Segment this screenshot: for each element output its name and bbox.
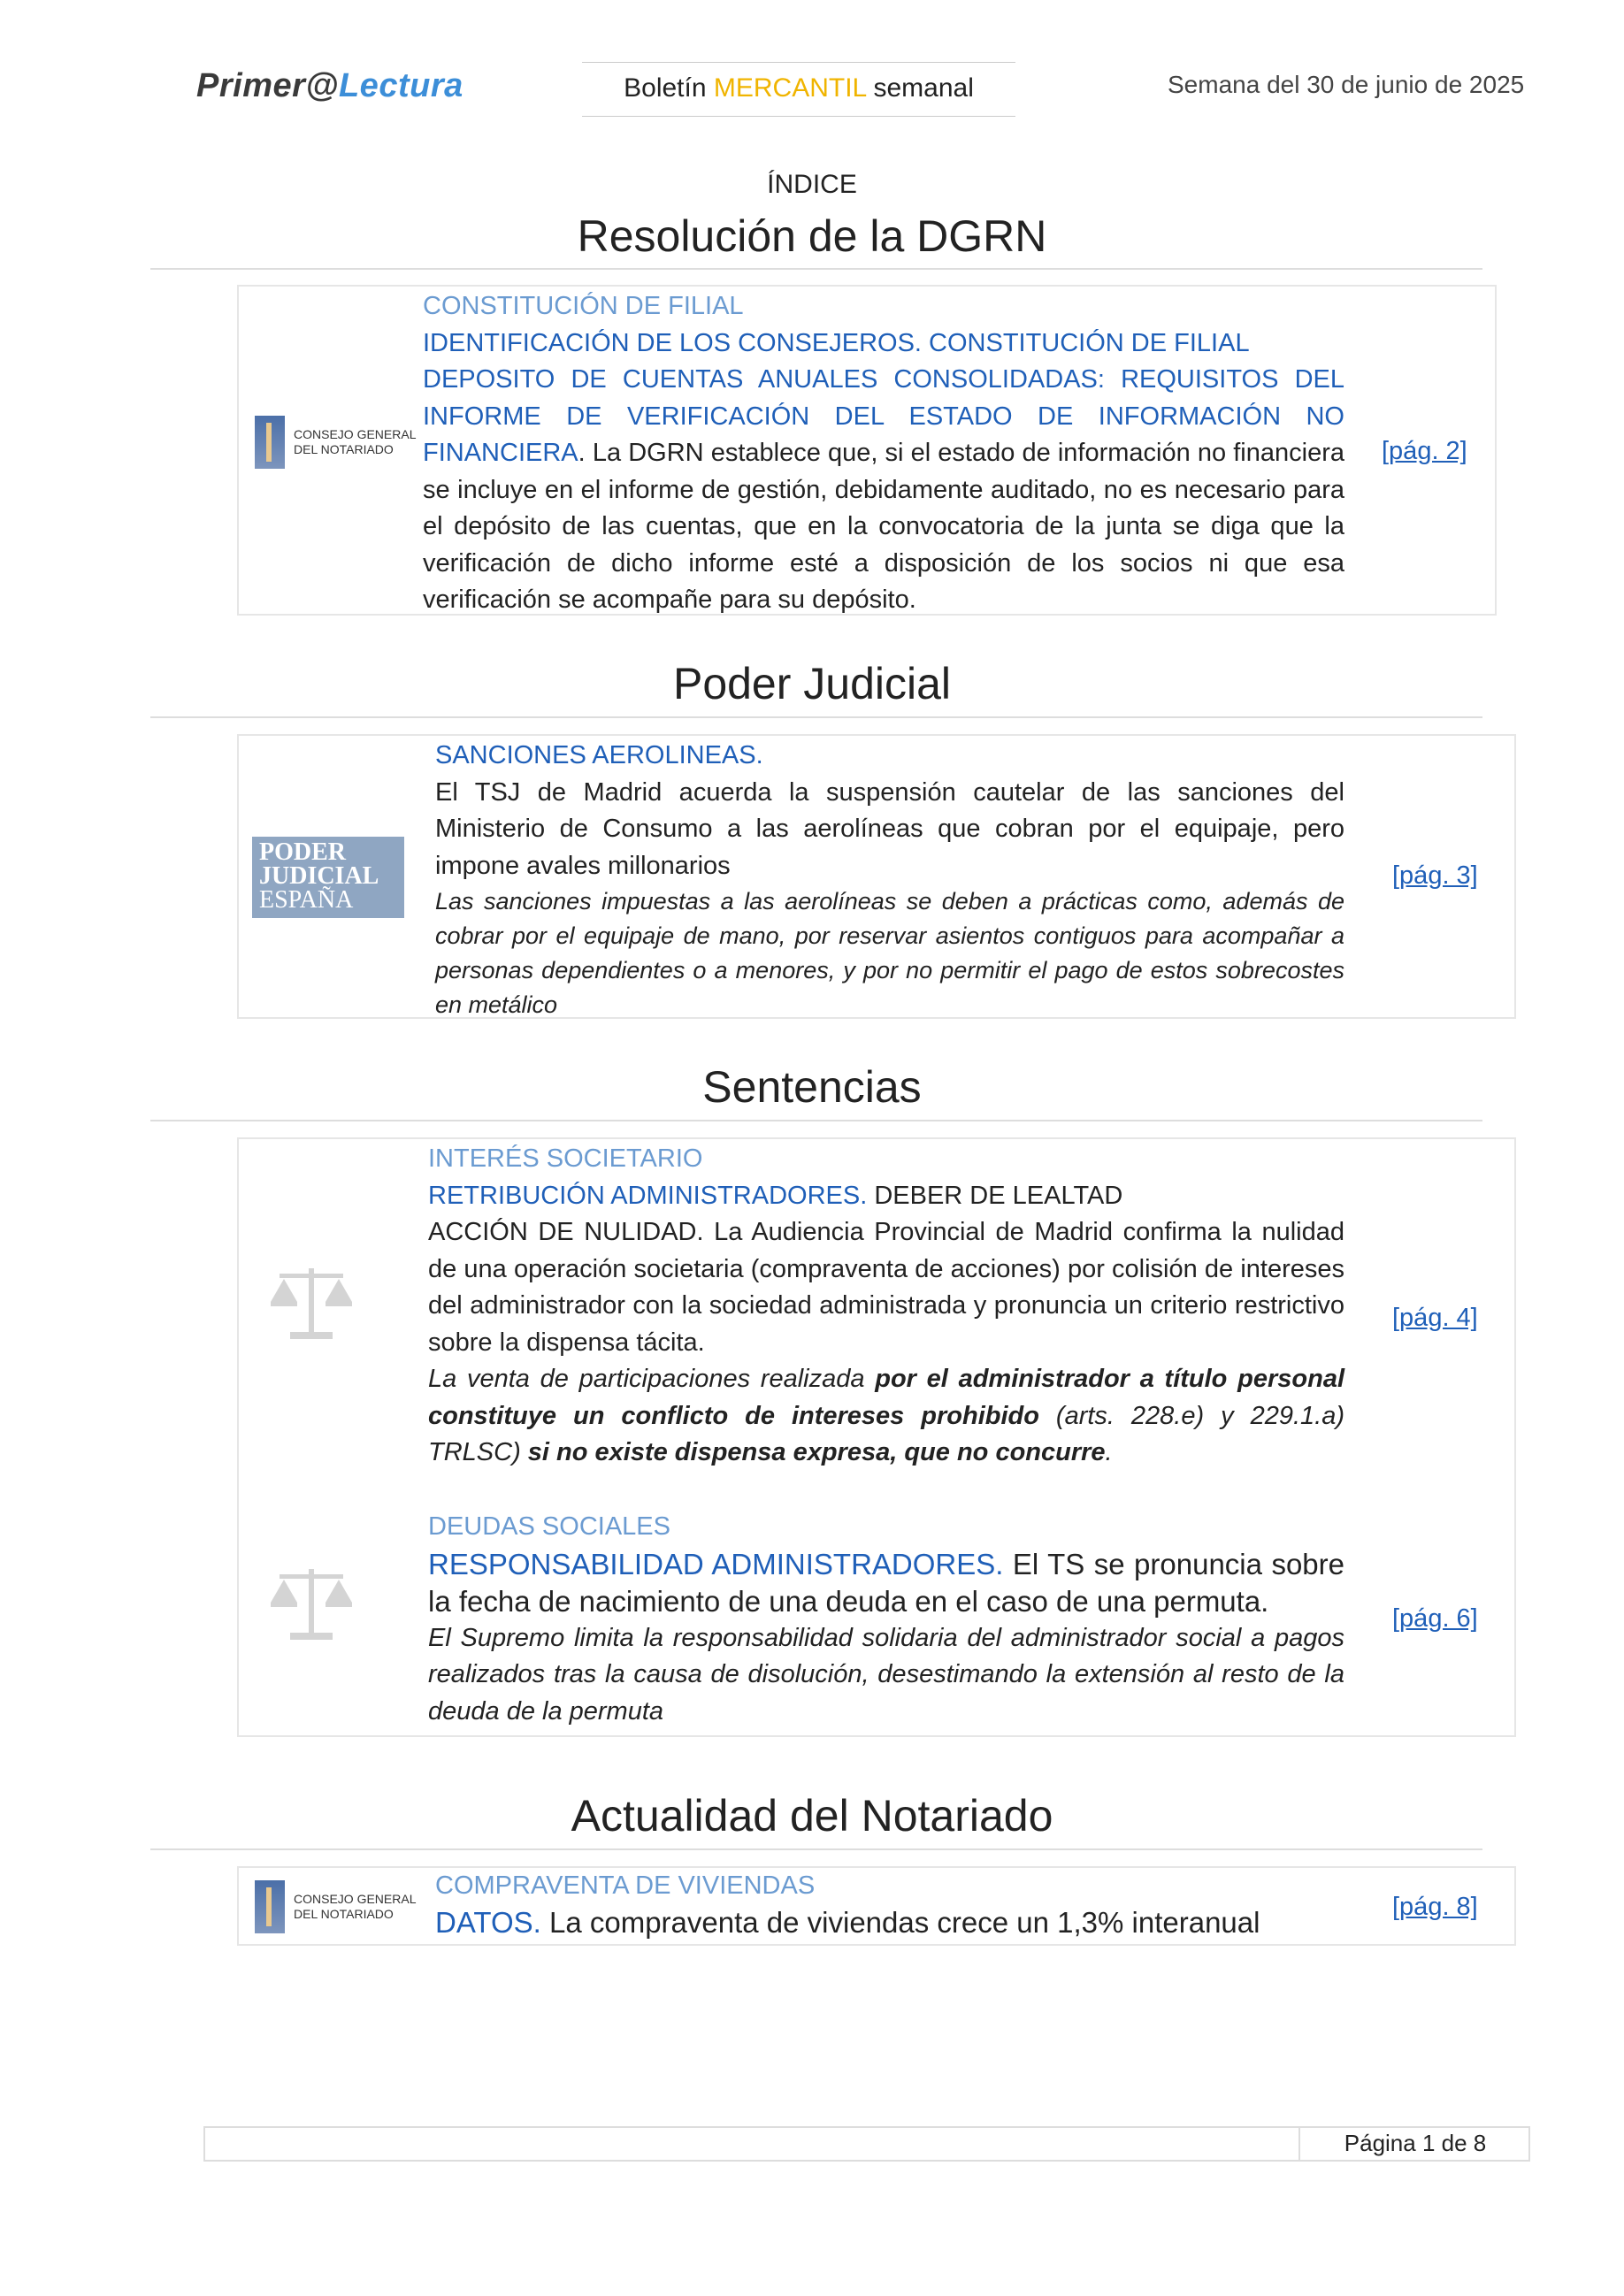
sentencia-2-italic: El Supremo limita la responsabilidad solidaria del administrador social a pagos realizados tras la causa de disolución, desestimando la extensión al resto de la deuda de la permuta — [428, 1623, 1344, 1726]
poder-judicial-logo: PODER JUDICIAL ESPAÑA — [252, 837, 404, 918]
page-link-6[interactable]: [pág. 6] — [1392, 1604, 1478, 1633]
sentencia-1-content: INTERÉS SOCIETARIO RETRIBUCIÓN ADMINISTRADORES. DEBER DE LEALTAD ACCIÓN DE NULIDAD. La Audiencia Provincial de Madrid confirma la nulidad de una operación societaria (compraventa de acciones) por colisión de intereses del administrador con la sociedad administrada y pronuncia un criterio restrictivo sobre la dispensa tácita. La venta de participaciones realizada por el administrador a título personal constituye un conflicto de intereses prohibido (arts. 228.e) y 229.1.a) TRLSC) si no existe dispensa expresa, que no concurre. — [428, 1141, 1344, 1472]
balance-scale-icon — [271, 1564, 352, 1643]
page-indicator: Página 1 de 8 — [1298, 2126, 1530, 2162]
sentencia-1-italic: La venta de participaciones realizada por el administrador a título personal constituye un conflicto de intereses prohibido (arts. 228.e) y 229.1.a) TRLSC) si no existe dispensa expresa, que no concurre. — [428, 1365, 1344, 1466]
judicial-italic: Las sanciones impuestas a las aerolíneas se deben a prácticas como, además de cobrar por el equipaje de mano, por reservar asientos contiguos para acompañar a personas dependientes o a menores, y por no permitir el pago de estos sobrecostes en metálico — [435, 888, 1344, 1018]
judicial-content — [435, 738, 1344, 1022]
judicial-body: El TSJ de Madrid acuerda la suspensión cautelar de las sanciones del Ministerio de Consumo a las aerolíneas que cobran por el equipaje, pero impone avales millonarios — [435, 777, 1344, 880]
page-link-3[interactable]: [pág. 3] — [1392, 861, 1478, 890]
page-link-8[interactable]: [pág. 8] — [1392, 1893, 1478, 1921]
notariado-content: COMPRAVENTA DE VIVIENDAS DATOS. La compraventa de viviendas crece un 1,3% interanual — [435, 1868, 1260, 1942]
section-title-notariado: Actualidad del Notariado — [571, 1791, 1053, 1841]
notariado-tag: COMPRAVENTA DE VIVIENDAS — [435, 1871, 816, 1900]
sentencia-1-tag: INTERÉS SOCIETARIO — [428, 1144, 703, 1173]
sentencia-2-tag: DEUDAS SOCIALES — [428, 1512, 670, 1541]
notariado-emblem-icon — [255, 416, 285, 469]
judicial-tag: SANCIONES AEROLINEAS. — [435, 741, 763, 769]
week-date: Semana del 30 de junio de 2025 — [1168, 71, 1525, 98]
dgrn-content — [423, 288, 1344, 619]
divider — [150, 1848, 1482, 1850]
notariado-emblem-icon — [255, 1880, 285, 1933]
bulletin-title: Boletín MERCANTIL semanal — [582, 62, 1015, 117]
notariado-logo: CONSEJO GENERAL DEL NOTARIADO — [255, 1880, 416, 1933]
bulletin-highlight: MERCANTIL — [713, 73, 867, 103]
dgrn-body: . La DGRN establece que, si el estado de información no financiera se incluye en el informe de gestión, debidamente auditado, no es necesario para el depósito de las cuentas, que en la convocatoria de la junta se diga que la verificación de dicho informe esté a disposición de los socios ni que esa verificación se acompañe para su depósito. — [423, 439, 1344, 614]
balance-scale-icon — [271, 1263, 352, 1343]
section-title-sentencias: Sentencias — [702, 1062, 922, 1112]
brand-part-1: Primer@ — [196, 67, 339, 104]
divider — [150, 268, 1482, 270]
dgrn-subtag: IDENTIFICACIÓN DE LOS CONSEJEROS. CONSTITUCIÓN DE FILIAL — [423, 328, 1250, 357]
divider — [150, 716, 1482, 718]
divider — [150, 1120, 1482, 1121]
brand-part-2: Lectura — [338, 67, 463, 104]
notariado-logo: CONSEJO GENERAL DEL NOTARIADO — [255, 416, 416, 469]
dgrn-lead: DEPOSITO DE CUENTAS ANUALES CONSOLIDADAS: REQUISITOS DEL INFORME DE VERIFICACIÓN DEL ESTADO DE INFORMACIÓN NO FINANCIERA — [423, 365, 1344, 467]
brand-logo — [196, 67, 463, 105]
sentencia-2-content: DEUDAS SOCIALES RESPONSABILIDAD ADMINISTRADORES. El TS se pronuncia sobre la fecha de nacimiento de una deuda en el caso de una permuta. El Supremo limita la responsabilidad solidaria del administrador social a pagos realizados tras la causa de disolución, desestimando la extensión al resto de la deuda de la permuta — [428, 1509, 1344, 1730]
dgrn-tag: CONSTITUCIÓN DE FILIAL — [423, 292, 744, 320]
page-link-2[interactable]: [pág. 2] — [1382, 437, 1467, 465]
sentencia-1-body: ACCIÓN DE NULIDAD. La Audiencia Provincial de Madrid confirma la nulidad de una operación societaria (compraventa de acciones) por colisión de intereses del administrador con la sociedad administrada y pronuncia un criterio restrictivo sobre la dispensa tácita. — [428, 1218, 1344, 1357]
index-label: ÍNDICE — [767, 170, 857, 199]
page-link-4[interactable]: [pág. 4] — [1392, 1304, 1478, 1332]
section-title-judicial: Poder Judicial — [672, 659, 952, 708]
section-title-dgrn: Resolución de la DGRN — [577, 211, 1047, 261]
